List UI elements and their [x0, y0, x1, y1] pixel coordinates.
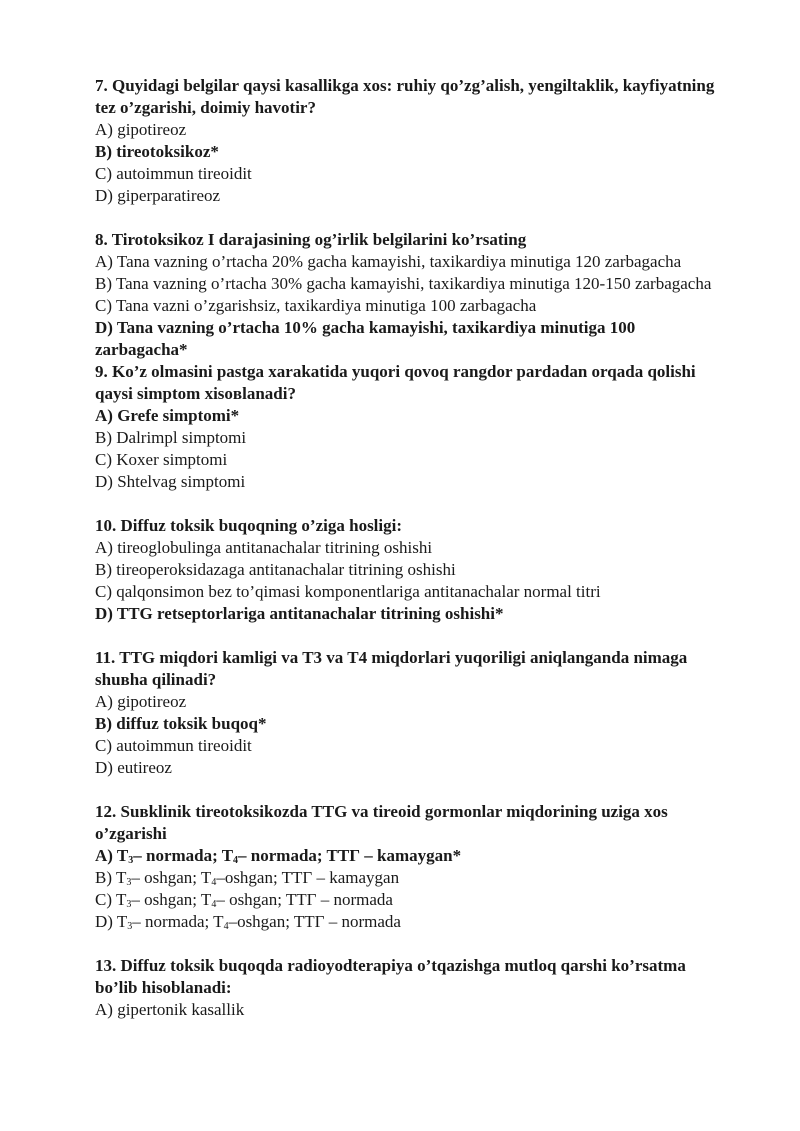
- option-a: A) Tana vazning o’rtacha 20% gacha kamayishi, taxikardiya minutiga 120 zarbagacha: [95, 252, 682, 271]
- question-12: [95, 801, 730, 933]
- question-7: [95, 75, 730, 207]
- option-c: C) qalqonsimon bez to’qimasi komponentlariga antitanachalar normal titri: [95, 582, 601, 601]
- option-c: C) autoimmun tireoidit: [95, 164, 252, 183]
- option-a: A) gipotireoz: [95, 692, 187, 711]
- option-d: D) eutireoz: [95, 758, 172, 777]
- option-c: C) Tana vazni o’zgarishsiz, taxikardiya minutiga 100 zarbagacha: [95, 296, 537, 315]
- question-title: 8. Tirotoksikoz I darajasining og’irlik belgilarini ko’rsating: [95, 230, 527, 249]
- question-title: 7. Quyidagi belgilar qaysi kasallikga xos: ruhiy qo’zg’alish, yengiltaklik, kayfiyatning tez o’zgarishi, doimiy havotir?: [95, 76, 715, 117]
- option-a: A) gipertonik kasallik: [95, 1000, 245, 1019]
- option-b: B) Dalrimpl simptomi: [95, 428, 247, 447]
- option-a: A) tireoglobulinga antitanachalar titrining oshishi: [95, 538, 433, 557]
- question-11: [95, 647, 730, 779]
- option-d: D) Shtelvag simptomi: [95, 472, 246, 491]
- option-a: A) gipotireoz: [95, 120, 187, 139]
- question-title: 11. TTG miqdori kamligi va T3 va T4 miqdorlari yuqoriligi aniqlanganda nimaga shuвha qilinadi?: [95, 648, 688, 689]
- option-b: B) $T_3-$ oshgan; $T_4$–oshgan; TTГ – kamaygan: [95, 868, 400, 888]
- question-13: [95, 955, 730, 1021]
- option-c: C) $T_3-$ oshgan; $T_4-$ oshgan; TTГ – normada: [95, 890, 393, 910]
- option-d: D) giperparatireoz: [95, 186, 221, 205]
- question-title: 13. Diffuz toksik buqoqda radioyodterapiya o’tqazishga mutloq qarshi ko’rsatma bo’lib hisoblanadi:: [95, 956, 686, 997]
- option-b: B) tireoperoksidazaga antitanachalar titrining oshishi: [95, 560, 456, 579]
- option-c: C) Koxer simptomi: [95, 450, 228, 469]
- option-a-correct: A) Grefe simptomi*: [95, 406, 240, 425]
- option-b-correct: B) tireotoksikoz*: [95, 142, 219, 161]
- option-d-correct: D) TTG retseptorlariga antitanachalar titrining oshishi*: [95, 604, 504, 623]
- option-d: D) $T_3-$ normada; $T_4$–oshgan; TTГ – normada: [95, 912, 401, 932]
- option-b: B) Tana vazning o’rtacha 30% gacha kamayishi, taxikardiya minutiga 120-150 zarbagacha: [95, 274, 712, 293]
- question-title: 9. Ko’z olmasini pastga xarakatida yuqori qovoq rangdor pardadan orqada qolishi qaysi simptom xisoвlanadi?: [95, 362, 696, 403]
- option-c: C) autoimmun tireoidit: [95, 736, 252, 755]
- question-8: [95, 229, 730, 361]
- question-9: [95, 361, 730, 493]
- question-10: [95, 515, 730, 625]
- question-title: 10. Diffuz toksik buqoqning o’ziga hosligi:: [95, 516, 403, 535]
- question-title: 12. Suвklinik tireotoksikozda TTG va tireoid gormonlar miqdorining uziga xos o’zgarishi: [95, 802, 668, 843]
- option-b-correct: B) diffuz toksik buqoq*: [95, 714, 267, 733]
- option-a-correct: A) $T_3-$ normada; $T_4-$ normada; TTГ – kamaygan*: [95, 846, 462, 866]
- option-d-correct: D) Tana vazning o’rtacha 10% gacha kamayishi, taxikardiya minutiga 100 zarbagacha*: [95, 318, 636, 359]
